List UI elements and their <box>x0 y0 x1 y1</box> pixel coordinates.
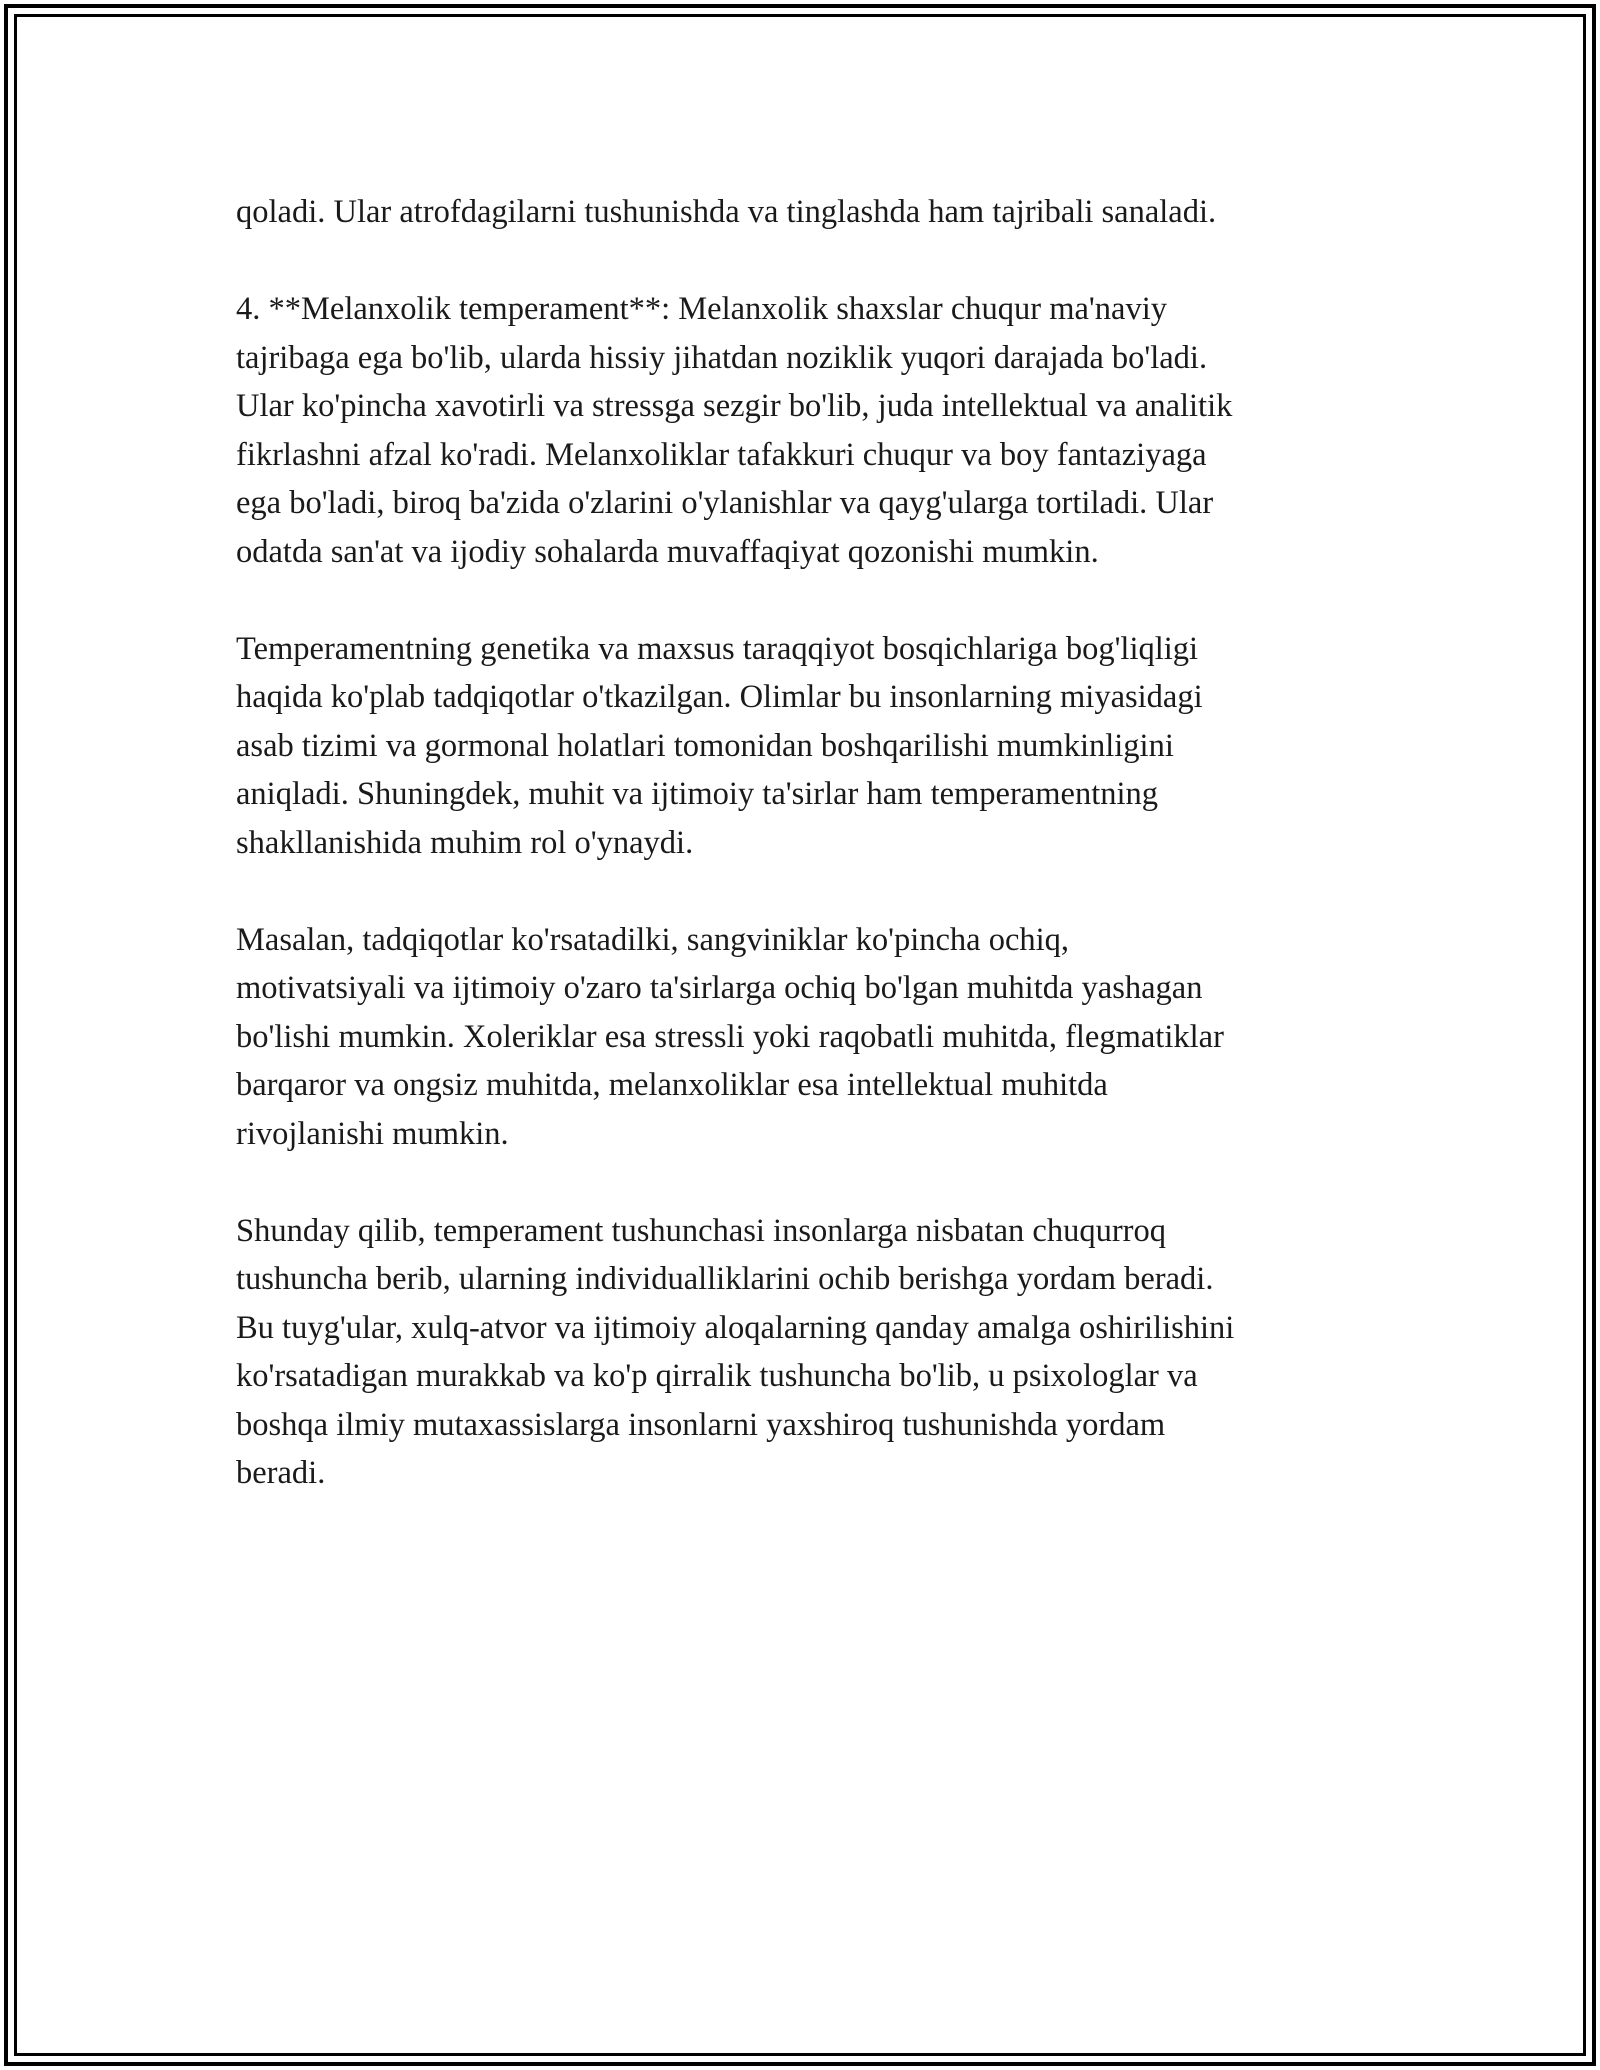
text-line: bo'lishi mumkin. Xoleriklar esa stressli yoki raqobatli muhitda, flegmatiklar <box>236 1018 1224 1055</box>
text-line: haqida ko'plab tadqiqotlar o'tkazilgan. Olimlar bu insonlarning miyasidagi <box>236 679 1203 715</box>
text-line: tushuncha berib, ularning individualliklarini ochib berishga yordam beradi. <box>236 1261 1214 1297</box>
text-line: aniqladi. Shuningdek, muhit va ijtimoiy ta'sirlar ham temperamentning <box>236 776 1158 812</box>
paragraph-2 <box>236 285 1376 576</box>
paragraph-3 <box>236 625 1376 868</box>
text-line: Masalan, tadqiqotlar ko'rsatadilki, sangviniklar ko'pincha ochiq, <box>236 921 1070 958</box>
text-line: 4. **Melanxolik temperament**: Melanxolik shaxslar chuqur ma'naviy <box>236 291 1167 327</box>
text-line: shakllanishida muhim rol o'ynaydi. <box>236 824 694 861</box>
text-line: Bu tuyg'ular, xulq-atvor va ijtimoiy aloqalarning qanday amalga oshirilishini <box>236 1309 1235 1346</box>
paragraph-5 <box>236 1207 1376 1498</box>
text-line: Temperamentning genetika va maxsus taraqqiyot bosqichlariga bog'liqligi <box>236 630 1199 667</box>
text-line: fikrlashni afzal ko'radi. Melanxoliklar tafakkuri chuqur va boy fantaziyaga <box>236 436 1207 473</box>
text-line: ko'rsatadigan murakkab va ko'p qirralik tushuncha bo'lib, u psixologlar va <box>236 1358 1198 1394</box>
text-line: rivojlanishi mumkin. <box>236 1115 509 1152</box>
text-line: boshqa ilmiy mutaxassislarga insonlarni yaxshiroq tushunishda yordam <box>236 1406 1166 1443</box>
text-line: Ular ko'pincha xavotirli va stressga sezgir bo'lib, juda intellektual va analitik <box>236 388 1233 424</box>
document-body <box>236 188 1376 1546</box>
text-line: motivatsiyali va ijtimoiy o'zaro ta'sirlarga ochiq bo'lgan muhitda yashagan <box>236 970 1203 1006</box>
text-line: barqaror va ongsiz muhitda, melanxoliklar esa intellektual muhitda <box>236 1067 1108 1103</box>
text-line: asab tizimi va gormonal holatlari tomonidan boshqarilishi mumkinligini <box>236 727 1174 764</box>
text-line: Shunday qilib, temperament tushunchasi insonlarga nisbatan chuqurroq <box>236 1212 1166 1249</box>
text-line: qoladi. Ular atrofdagilarni tushunishda va tinglashda ham tajribali sanaladi. <box>236 194 1217 230</box>
text-line: beradi. <box>236 1455 326 1491</box>
text-line: tajribaga ega bo'lib, ularda hissiy jihatdan noziklik yuqori darajada bo'ladi. <box>236 339 1208 376</box>
text-line: ega bo'ladi, biroq ba'zida o'zlarini o'ylanishlar va qayg'ularga tortiladi. Ular <box>236 485 1214 521</box>
paragraph-4 <box>236 916 1376 1159</box>
paragraph-1 <box>236 188 1376 237</box>
text-line: odatda san'at va ijodiy sohalarda muvaffaqiyat qozonishi mumkin. <box>236 533 1099 570</box>
